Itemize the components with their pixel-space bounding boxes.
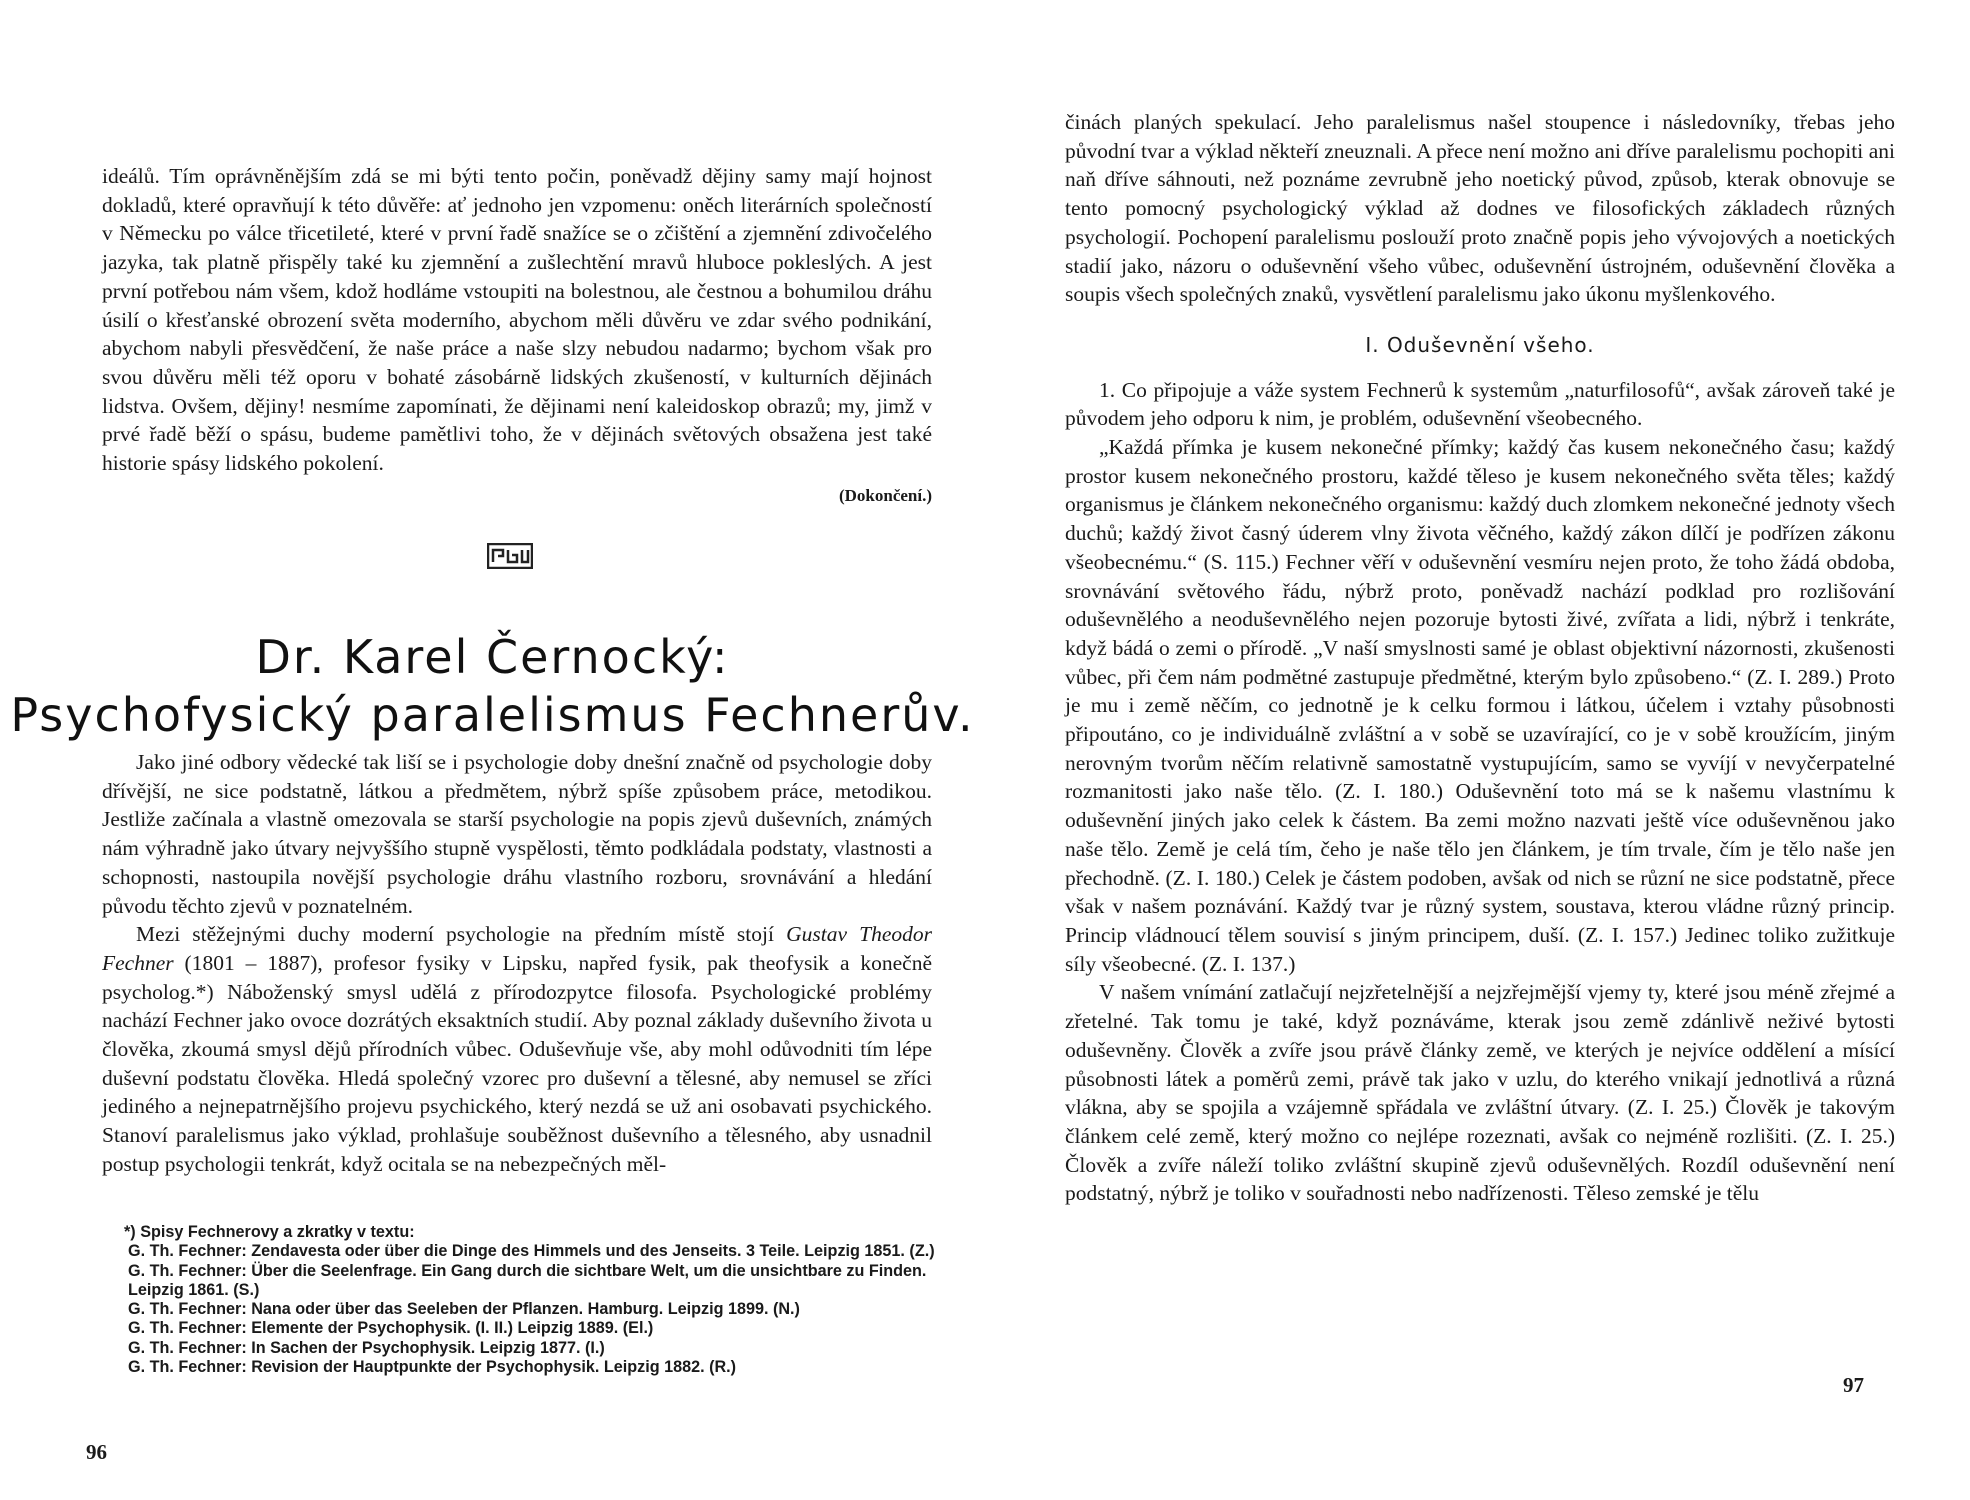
- paragraph-2-rest: (1801 – 1887), profesor fysiky v Lipsku, napřed fysik, pak theofysik a konečně psycholog.*) Náboženský smysl udělá z přírodozpytce filosofa. Psychologické problémy nachází Fechner jako ovoce dozrátých eksaktních studií. Aby poznal základy duševního života u člověka, zkoumá smysl dějů přírodních vůbec. Oduševňuje vše, aby mohl odůvodniti tím lépe duševní podstatu člověka. Hledá společný vzorec pro duševní a tělesné, aby nemusel se zříci jediného a nejnepatrnějšího projevu psychického, který nezdá se už ani osobavati psychického. Stanoví paralelismus jako výklad, prohlašuje souběžnost duševního a tělesného, aby usnadnil postup psychologii tenkrát, když ocitala se na nebezpečných měl-: [102, 950, 932, 1176]
- footnote-item: G. Th. Fechner: Revision der Hauptpunkte der Psychophysik. Leipzig 1882. (R.): [128, 1358, 737, 1377]
- left-continuation-column: [102, 162, 932, 510]
- fechner-name: Gustav Theodor Fechner: [102, 922, 932, 975]
- page-number-left: 96: [86, 1440, 107, 1464]
- paragraph-2-start: Mezi stěžejnými duchy moderní psychologie na předním místě stojí: [136, 922, 787, 947]
- footnote-item: G. Th. Fechner: Über die Seelenfrage. Ein Gang durch die sichtbare Welt, um die unsichtbare zu Finden. Leipzig 1861. (S.): [128, 1261, 927, 1299]
- page-number-right: 97: [1843, 1373, 1864, 1397]
- article-title-line-2: Psychofysický paralelismus Fechnerův.: [10, 688, 975, 742]
- right-page: [985, 0, 1970, 1500]
- continuation-paragraph: činách planých spekulací. Jeho paralelismus našel stoupence i následovníky, třebas jeho původní tvar a výklad někteří zneuznali. A přece není možno ani dříve paralelismu pochopiti ani naň dříve sáhnouti, než poznáme zevrubně jeho noetický původ, způsob, kterak obnovuje se tento pomocný psychologický výklad až dodnes ve filosofických základech různých psychologií. Pochopení paralelismu poslouží proto značně popis jeho vývojových a noetických stadií jako, názoru o oduševnění všeho vůbec, oduševnění ústrojném, oduševnění člověka a soupis všech společných znaků, vysvětlení paralelismu jako úkonu myšlenkového.: [1065, 110, 1895, 307]
- right-column: [1065, 108, 1895, 1208]
- section-paragraph-1: 1. Co připojuje a váže system Fechnerů k systemům „naturfilosofů“, avšak zároveň také je původem jeho odporu k nim, je problém, oduševnění všeobecného.: [1065, 377, 1895, 431]
- article-title-line-1: Dr. Karel Černocký:: [255, 630, 730, 684]
- footnote-item: G. Th. Fechner: In Sachen der Psychophysik. Leipzig 1877. (I.): [128, 1338, 605, 1357]
- footnotes: [102, 1223, 942, 1377]
- dokonceni-label: (Dokončení.): [838, 485, 932, 505]
- ornament-icon: [487, 543, 533, 569]
- continuation-paragraph: ideálů. Tím oprávněnějším zdá se mi býti tento počin, poněvadž dějiny samy mají hojnost dokladů, které opravňují k této důvěře: ať jednoho jen vzpomenu: oněch literárních společností v Německu po válce třicetileté, které v první řadě snažíce se o zčištění a zjemnění zdivočelého jazyka, tak platně přispěly také ku zjemnění a zušlechtění mravů hluboce pokleslých. A jest první potřebou nám všem, kdož hodláme vstoupiti na bolestnou, ale čestnou a bohumilou dráhu úsilí o křesťanské obrození světa moderního, abychom měli důvěru ve zdar svého podnikání, abychom nabyli přesvědčení, že naše práce a naše slzy nebudou nadarmo; bychom však pro svou důvěru měli též oporu v bohaté zásobárně lidských zkušeností, v kulturních dějinách lidstva. Ovšem, dějiny! nesmíme zapomínati, že dějinami není kaleidoskop obrazů; my, jimž v prvé řadě běží o spásu, budeme pamětlivi toho, že v dějinách světových obsažena jest také historie spásy lidského pokolení.: [102, 164, 932, 476]
- article-paragraph-1: Jako jiné odbory vědecké tak liší se i psychologie doby dnešní značně od psychologie doby dřívější, ne sice podstatně, látkou a předmětem, nýbrž spíše způsobem práce, metodikou. Jestliže začínala a vlastně omezovala se starší psychologie na popis zjevů duševních, známých nám výhradně jako útvary nejvyššího stupně vyspělosti, těmto podkládala podstaty, vlastnosti a schopnosti, nastoupila novější psychologie dráhu vlastního rozboru, srovnávání a hledání původu těchto zjevů v poznatelném.: [102, 750, 932, 918]
- footnote-item: G. Th. Fechner: Nana oder über das Seeleben der Pflanzen. Hamburg. Leipzig 1899. (N.): [128, 1300, 800, 1319]
- article-body-left: [102, 748, 932, 1179]
- section-paragraph-3: V našem vnímání zatlačují nejzřetelnější a nejzřejmější vjemy ty, které jsou méně zřejmé a zřetelné. Tak tomu je také, když poznáváme, kterak jsou země zdánlivě neživé bytosti oduševněny. Člověk a zvíře jsou právě články země, ve kterých je nejvíce oddělení a mísící působnosti látek a poměrů zemi, právě tak jako v uzlu, do kterého vnikají jednotlivá a různá vlákna, aby se spojila a vzájemně spřádala ve zvláštní útvary. (Z. I. 25.) Člověk je takovým článkem celé země, který možno co nejlépe rozeznati, avšak co nejméně rozlišiti. (Z. I. 25.) Člověk a zvíře náleží toliko zvláštní skupině zjevů oduševnělých. Rozdíl oduševnění není podstatný, nýbrž je toliko v souřadnosti nebo nadřízenosti. Těleso zemské je tělu: [1065, 980, 1895, 1206]
- footnote-heading: *) Spisy Fechnerovy a zkratky v textu:: [124, 1223, 415, 1241]
- dokonceni-line: [102, 478, 932, 511]
- section-heading: I. Oduševnění všeho.: [1365, 332, 1595, 357]
- footnote-item: G. Th. Fechner: Elemente der Psychophysik. (I. II.) Leipzig 1889. (El.): [128, 1319, 654, 1338]
- footnote-item: G. Th. Fechner: Zendavesta oder über die Dinge des Himmels und des Jenseits. 3 Teile. Leipzig 1851. (Z.): [128, 1242, 935, 1261]
- article-paragraph-2: [102, 920, 932, 1178]
- section-paragraph-2: „Každá přímka je kusem nekonečné přímky; každý čas kusem nekonečného času; každý prostor kusem nekonečného prostoru, každé těleso je kusem nekonečného světa těles; každý organismus je článkem nekonečného organismu: každý duch zlomkem nekonečné jednoty všech duchů; každý život časný úderem vlny života věčného, každý zákon dílčí je podřízen zákonu všeobecnému.“ (S. 115.) Fechner věří v oduševnění vesmíru nejen proto, že toho žádá obdoba, srovnávání světového řádu, nýbrž proto, poněvadž nachází podklad pro rozlišování oduševnělého a neoduševnělého nejen pozoruje bytosti živé, zvířata a lidi, nýbrž i tenkráte, když bádá o zemi o přírodě. „V naší smyslnosti samé je oblast objektivní názornosti, zkušenosti vůbec, při čem nám podmětné zastupuje předmětné, kterým bylo způsobeno.“ (Z. I. 289.) Proto je mu i země něčím, co jednotně je k celku formou i látkou, účelem i vztahy působnosti připoutáno, co je individuálně zvláštní a v sobě se uzavírající, co je v sobě kroužícím, jiným nerovným tvorům něčím relativně samostatně vystupujícím, samo se vyvíjí v nevyčerpatelné rozmanitosti jako naše tělo. (Z. I. 180.) Oduševnění toto má se k našemu vlastnímu k oduševnění jiných jako celek k částem. Ba zemi možno nazvati ještě více oduševněnou jako naše tělo. Země je celá tím, čeho je naše tělo jen článkem, je tím trvale, čím je tělo naše jen přechodně. (Z. I. 180.) Celek je částem podoben, avšak od nich se různí ne sice podstatně, přece však v našem poznávání. Každý tvar je různý system, soustava, kterou vládne různý princip. Princip vládnoucí tělem souvisí s jiným principem, duší. (Z. I. 157.) Jedinec toliko zužitkuje síly všeobecné. (Z. I. 137.): [1065, 435, 1895, 976]
